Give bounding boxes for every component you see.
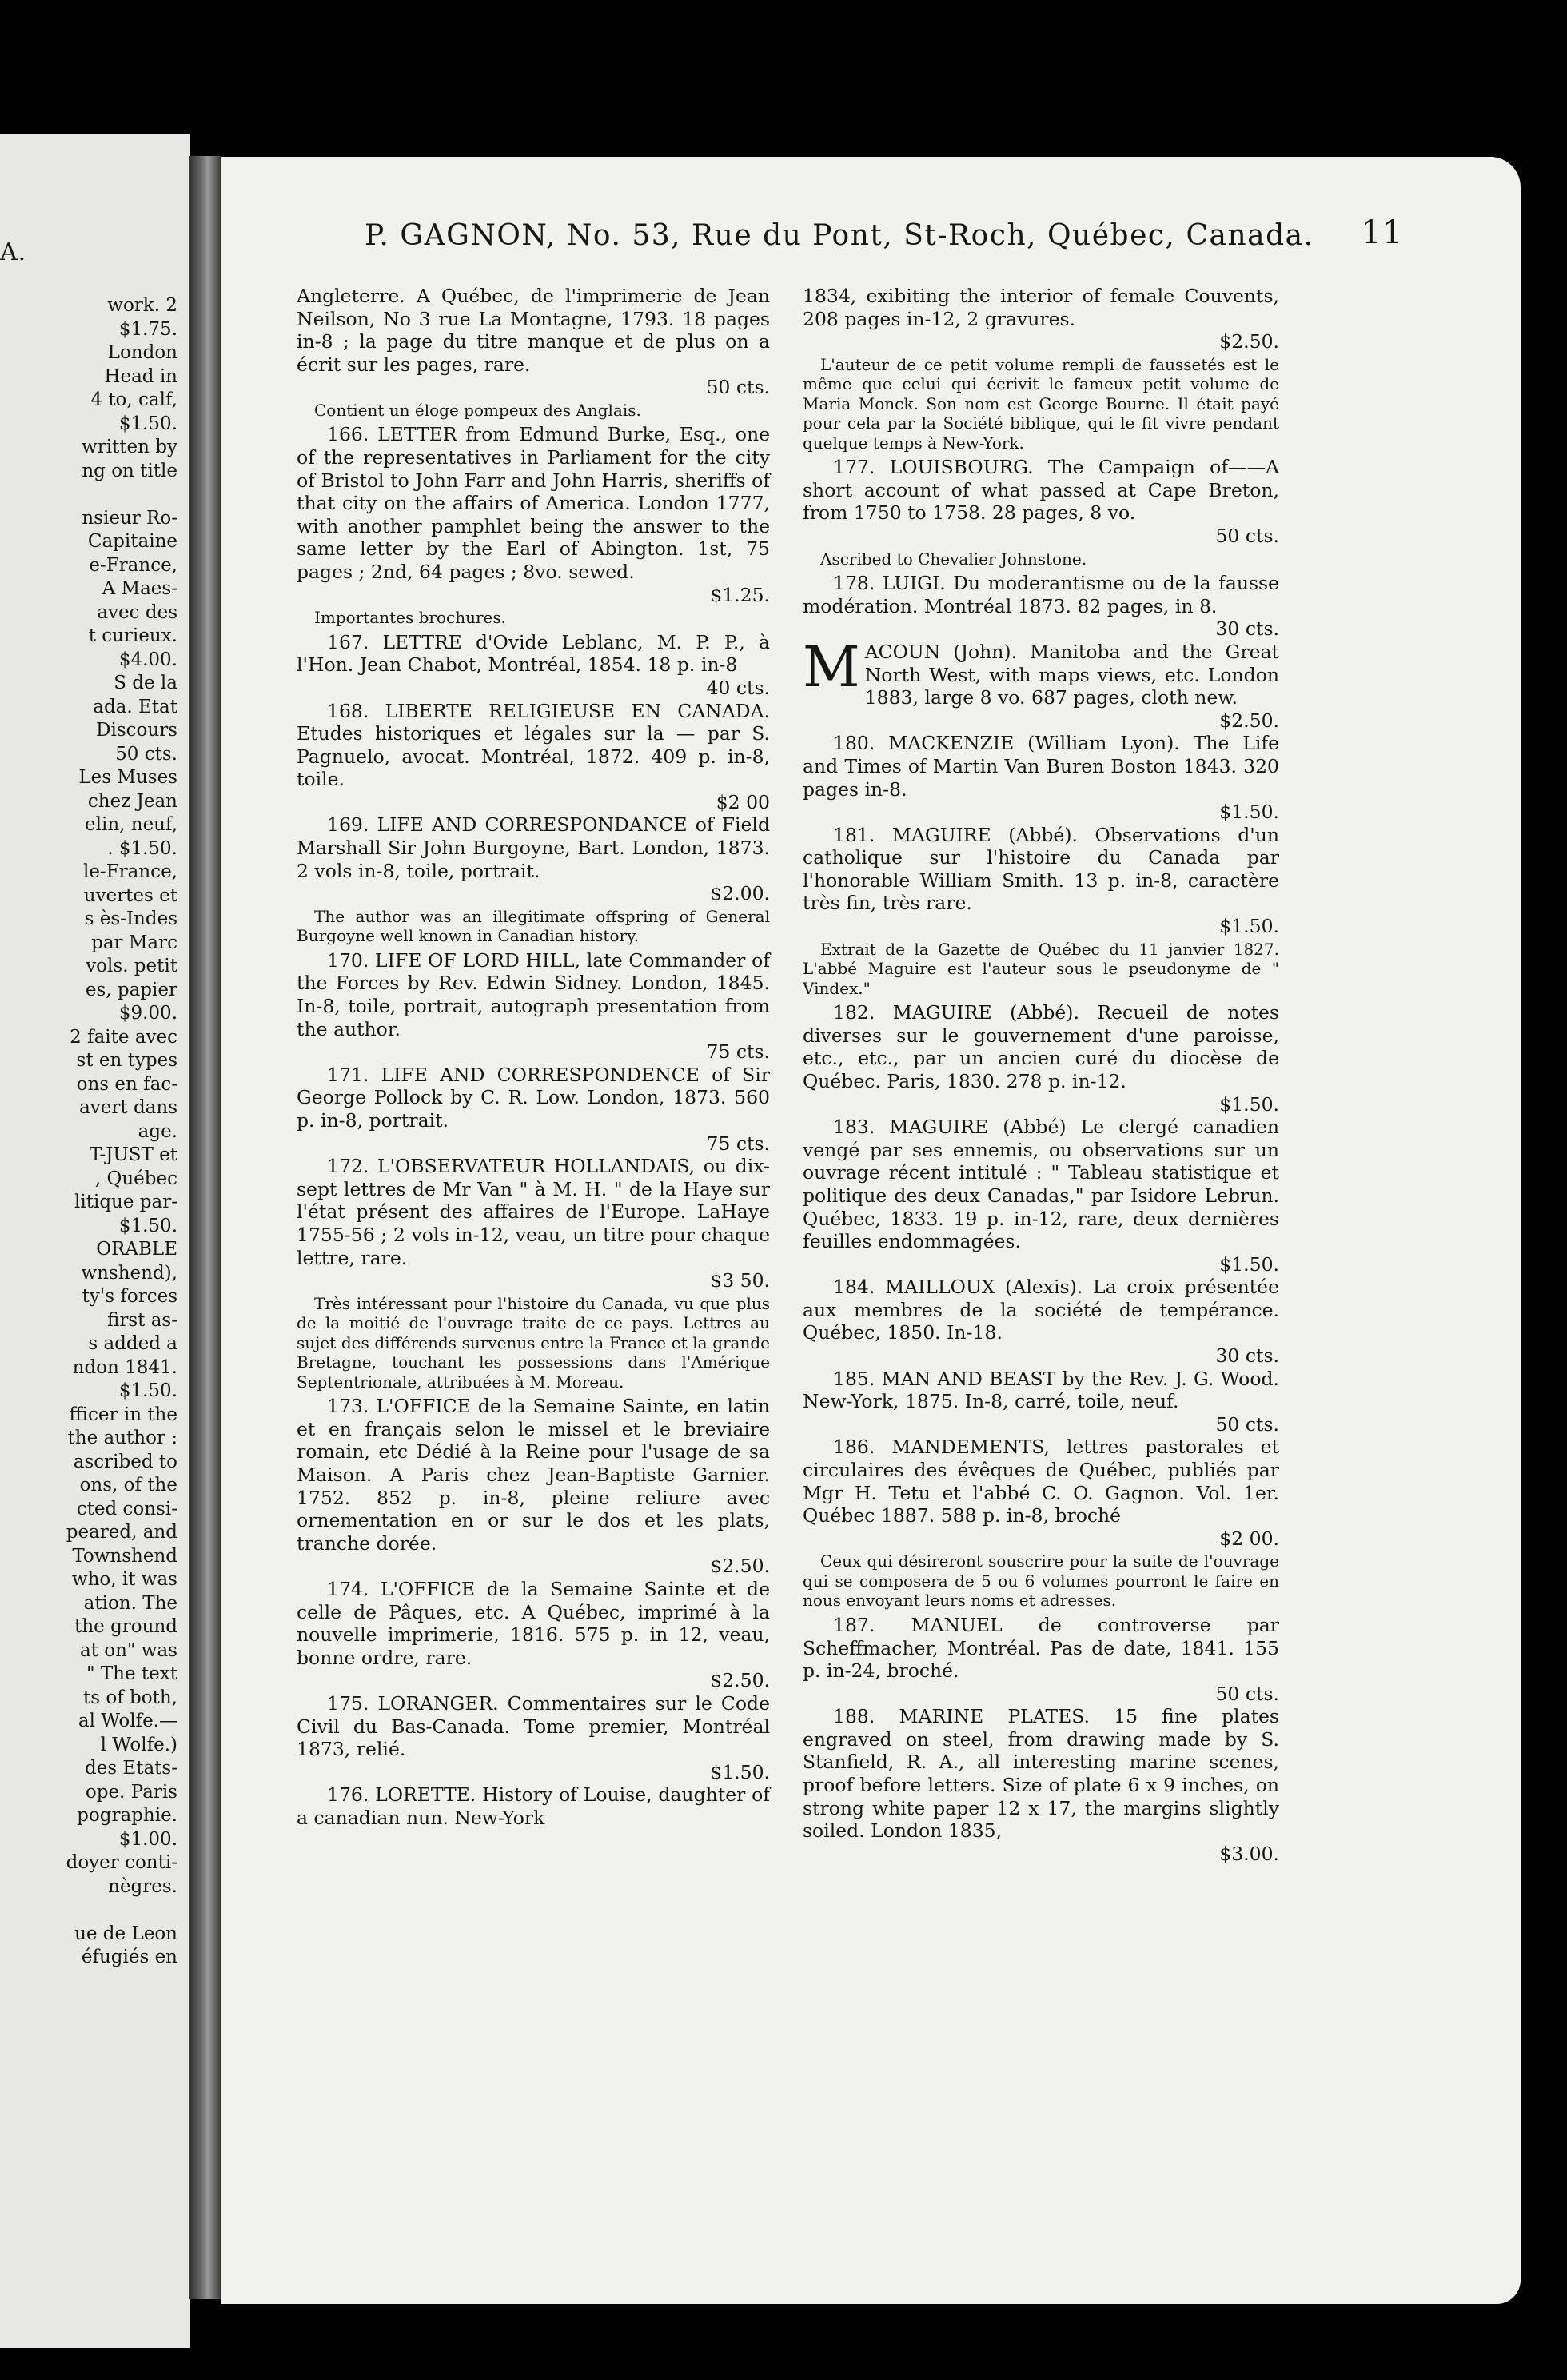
catalog-entry [803, 1001, 1279, 1116]
catalog-entry [297, 1395, 770, 1578]
left-page-line: uvertes et [83, 885, 177, 906]
left-page-line: nsieur Ro- [82, 507, 177, 529]
note-text: Très intéressant pour l'histoire du Canada, vu que plus de la moitié de l'ouvrage traite de ce pays. Lettres au sujet des différends survenus entre la France et la grande Bretagne, touchant les possessions dans l'Amérique Septentrionale, attribuées à M. Moreau. [297, 1293, 770, 1392]
left-page-line: vols. petit [86, 956, 177, 976]
note-text: Ascribed to Chevalier Johnstone. [820, 549, 1087, 569]
left-page-line: $1.00. [118, 1828, 177, 1850]
entry-price: 50 cts. [706, 376, 770, 399]
entry-text: 188. MARINE PLATES. 15 fine plates engraved on steel, from drawing made by S. Stanfield, R. A., all interesting marine scenes, proof before letters. Size of plate 6 x 9 inches, on strong white paper 12 x 17, the margins slightly soiled. London 1835, [803, 1705, 1279, 1843]
note-text: Ceux qui désireront souscrire pour la suite de l'ouvrage qui se composera de 5 ou 6 volumes pourront le faire en nous envoyant leurs noms et adresses. [803, 1551, 1279, 1611]
entry-price: $2.50. [1219, 709, 1279, 732]
catalog-entry [297, 423, 770, 606]
left-page-line: elin, neuf, [85, 814, 177, 835]
left-page-line: $1.50. [118, 1215, 177, 1236]
left-page-line: Head in [104, 365, 177, 387]
entry-text: 187. MANUEL de controverse par Scheffmacher, Montréal. Pas de date, 1841. 155 p. in-24, broché. [803, 1613, 1279, 1683]
entry-text: 185. MAN AND BEAST by the Rev. J. G. Wood. New-York, 1875. In-8, carré, toile, neuf. [803, 1367, 1279, 1413]
left-page-line: London [107, 342, 177, 363]
left-page-line: es, papier [85, 979, 177, 1000]
entry-text: 177. LOUISBOURG. The Campaign of——A short account of what passed at Cape Breton, from 1750 to 1758. 28 pages, 8 vo. [803, 456, 1279, 525]
left-page-line: éfugiés en [81, 1947, 177, 1967]
left-page-line: ng on title [82, 460, 177, 481]
left-page-line: cted consi- [76, 1498, 177, 1519]
catalog-entry [297, 1692, 770, 1783]
left-page-line: $1.50. [118, 1380, 177, 1401]
note-text: Contient un éloge pompeux des Anglais. [314, 400, 641, 420]
catalog-note [803, 1551, 1279, 1611]
left-page-line: nègres. [108, 1875, 177, 1897]
entry-price: $1.25. [710, 583, 770, 606]
catalog-entry [297, 1578, 770, 1692]
entry-price: $2.00. [710, 882, 770, 905]
left-page-line: peared, and [66, 1522, 177, 1543]
left-page-line: des Etats- [84, 1758, 177, 1779]
page-number: 11 [1361, 214, 1404, 251]
entry-price: $1.50. [1219, 1252, 1279, 1276]
left-page-line: ascribed to [73, 1451, 177, 1472]
left-page-line: age. [138, 1120, 177, 1142]
left-page-line: par Marc [91, 932, 177, 953]
entry-price: 30 cts. [1215, 1344, 1279, 1368]
entry-text: 170. LIFE OF LORD HILL, late Commander of the Forces by Rev. Edwin Sidney. London, 1845. In-8, toile, portrait, autograph presentation from the author. [297, 948, 770, 1040]
left-page-line: S de la [114, 673, 177, 693]
book-gutter [189, 156, 221, 2299]
entry-price: 30 cts. [1215, 617, 1279, 641]
left-page-line: 2 faite avec [70, 1026, 177, 1048]
entry-text: 182. MAGUIRE (Abbé). Recueil de notes diverses sur le gouvernement d'une paroisse, etc., etc., par un ancien curé du diocèse de Québec. Paris, 1830. 278 p. in-12. [803, 1001, 1279, 1092]
catalog-entry [803, 732, 1279, 823]
entry-text: Angleterre. A Québec, de l'imprimerie de Jean Neilson, No 3 rue La Montagne, 1793. 18 pages in-8 ; la page du titre manque et de plus on a écrit sur les pages, rare. [297, 285, 770, 376]
catalog-entry [803, 1614, 1279, 1705]
left-page-line: at on" was [79, 1639, 177, 1661]
left-page-line: ada. Etat [93, 696, 177, 717]
drop-cap-initial: M [803, 633, 860, 700]
left-page-line: ts of both, [83, 1687, 177, 1708]
catalog-entry [803, 1705, 1279, 1865]
left-page-line: " The text [86, 1663, 177, 1684]
left-page-line: A Maes- [102, 578, 177, 599]
left-page-line: 50 cts. [115, 743, 177, 765]
left-page-text [0, 294, 177, 1970]
left-page-line: the ground [74, 1616, 177, 1637]
entry-price: $1.50. [710, 1760, 770, 1783]
catalog-entry [297, 1783, 770, 1829]
left-page-line: Townshend [72, 1545, 177, 1567]
entry-text: 186. MANDEMENTS, lettres pastorales et circulaires des évêques de Québec, publiés par Mgr H. Tetu et l'abbé C. O. Gagnon. Vol. 1er. Québec 1887. 588 p. in-8, broché [803, 1436, 1279, 1527]
entry-price: $1.50. [1219, 1092, 1279, 1116]
left-page-line: ons, of the [79, 1475, 177, 1495]
entry-text: 181. MAGUIRE (Abbé). Observations d'un catholique sur l'histoire du Canada par l'honorable William Smith. 13 p. in-8, caractère très fin, très rare. [803, 823, 1279, 915]
left-page-line: work. 2 [107, 295, 177, 316]
catalog-note [297, 401, 770, 421]
catalog-note [803, 940, 1279, 999]
note-text: L'auteur de ce petit volume rempli de faussetés est le même que celui qui écrivit le fameux petit volume de Maria Monck. Son nom est George Bourne. Il était payé pour cela par la Société biblique, qui le fit vivre pendant quelque temps à New-York. [803, 354, 1279, 453]
entry-text: 171. LIFE AND CORRESPONDENCE of Sir George Pollock by C. R. Low. London, 1873. 560 p. in-8, portrait. [297, 1063, 770, 1132]
catalog-entry [297, 949, 770, 1064]
left-page-line: e-France, [89, 554, 177, 576]
catalog-entry-continued [803, 285, 1279, 353]
catalog-column-right [803, 285, 1279, 1865]
left-page-line: ndon 1841. [72, 1356, 177, 1378]
left-page-line: ons en fac- [76, 1073, 177, 1095]
catalog-entry [803, 1368, 1279, 1436]
catalog-entry [297, 813, 770, 904]
entry-price: 75 cts. [706, 1132, 770, 1155]
catalog-note [297, 1294, 770, 1392]
entry-price: $1.50. [1219, 915, 1279, 938]
catalog-entry-continued [297, 285, 770, 399]
catalog-note [297, 907, 770, 946]
note-text: Importantes brochures. [314, 608, 506, 628]
entry-price: 75 cts. [706, 1040, 770, 1064]
entry-price: $1.50. [1219, 801, 1279, 824]
running-head-text: P. GAGNON, No. 53, Rue du Pont, St-Roch, Québec, Canada. [365, 219, 1314, 252]
left-page-line: ORABLE [96, 1239, 177, 1260]
right-page [221, 157, 1521, 2304]
left-page-line: s ès-Indes [84, 908, 177, 929]
entry-text: 169. LIFE AND CORRESPONDANCE of Field Marshall Sir John Burgoyne, Bart. London, 1873. 2 vols in-8, toile, portrait. [297, 813, 770, 882]
catalog-note [803, 549, 1279, 569]
left-page-line: avert dans [79, 1097, 177, 1118]
entry-text: 173. L'OFFICE de la Semaine Sainte, en latin et en français selon le missel et le breviaire romain, etc Dédié à la Reine pour l'usage de sa Maison. A Paris chez Jean-Baptiste Garnier. 1752. 852 p. in-8, pleine reliure avec ornementation en or sur le dos et les plats, tranche dorée. [297, 1395, 770, 1555]
left-page-line: who, it was [71, 1569, 177, 1590]
left-page-line: ation. The [83, 1592, 177, 1614]
catalog-entry [803, 1436, 1279, 1550]
entry-text: 178. LUIGI. Du moderantisme ou de la fausse modération. Montréal 1873. 82 pages, in 8. [803, 572, 1279, 617]
left-page-line [0, 1899, 177, 1923]
entry-price: $3 50. [710, 1269, 770, 1292]
left-page-line: $4.00. [118, 649, 177, 670]
left-page-line: avec des [97, 601, 177, 623]
catalog-entry [297, 1064, 770, 1155]
entry-price: 50 cts. [1215, 525, 1279, 548]
note-text: The author was an illegitimate offspring of General Burgoyne well known in Canadian history. [297, 906, 770, 946]
entry-price: $3.00. [1219, 1842, 1279, 1865]
left-page-line [0, 483, 177, 507]
entry-price: $2 00 [716, 790, 770, 813]
entry-text: 174. L'OFFICE de la Semaine Sainte et de celle de Pâques, etc. A Québec, imprimé à la nouvelle imprimerie, 1816. 575 p. in 12, veau, bonne ordre, rare. [297, 1578, 770, 1669]
entry-price: $2.50. [1219, 330, 1279, 353]
left-page-line: litique par- [74, 1192, 177, 1212]
entry-price: 50 cts. [1215, 1412, 1279, 1436]
catalog-entry [803, 572, 1279, 641]
left-page-fragment [0, 134, 190, 2348]
entry-text: 183. MAGUIRE (Abbé) Le clergé canadien vengé par ses ennemis, ou observations sur un ouvrage récent intitulé : " Tableau statistique et politique des deux Canadas," par Isidore Lebrun. Québec, 1833. 19 p. in-12, rare, deux dernières feuilles endommagées. [803, 1116, 1279, 1253]
left-page-line: , Québec [94, 1168, 177, 1189]
left-page-line: ty's forces [82, 1286, 177, 1307]
entry-text: 175. LORANGER. Commentaires sur le Code Civil du Bas-Canada. Tome premier, Montréal 1873, relié. [297, 1691, 770, 1761]
catalog-entry [297, 631, 770, 700]
entry-text: 167. LETTRE d'Ovide Leblanc, M. P. P., à l'Hon. Jean Chabot, Montréal, 1854. 18 p. in-8 [297, 630, 770, 677]
note-text: Extrait de la Gazette de Québec du 11 janvier 1827. L'abbé Maguire est l'auteur sous le pseudonyme de " Vindex." [803, 939, 1279, 998]
entry-text: 168. LIBERTE RELIGIEUSE EN CANADA. Etudes historiques et légales sur la — par S. Pagnuelo, avocat. Montréal, 1872. 409 p. in-8, toile. [297, 699, 770, 791]
left-page-line: first as- [107, 1309, 177, 1331]
left-page-line: doyer conti- [66, 1852, 177, 1873]
catalog-entry [297, 700, 770, 814]
left-page-line: pographie. [77, 1805, 177, 1826]
catalog-entry [803, 1276, 1279, 1367]
left-page-line: $1.50. [118, 413, 177, 434]
left-page-line: written by [82, 437, 177, 457]
left-page-line: l Wolfe.) [100, 1734, 177, 1755]
left-page-line: le-France, [82, 861, 177, 882]
entry-price: $2.50. [710, 1555, 770, 1578]
left-page-line: $1.75. [118, 318, 177, 340]
catalog-entry [803, 456, 1279, 547]
left-page-line: t curieux. [88, 625, 177, 646]
left-page-line: ope. Paris [85, 1781, 177, 1803]
left-page-line: . $1.50. [107, 837, 177, 859]
running-head [365, 214, 1404, 252]
catalog-entry [297, 1155, 770, 1292]
entry-text: 184. MAILLOUX (Alexis). La croix présentée aux membres de la société de tempérance. Québec, 1850. In-18. [803, 1276, 1279, 1344]
entry-price: $2 00. [1219, 1527, 1279, 1550]
entry-price: 40 cts. [706, 676, 770, 699]
left-page-line: s added a [88, 1333, 177, 1354]
left-page-line: Discours [96, 720, 177, 741]
catalog-note [803, 355, 1279, 453]
catalog-column-left [297, 285, 770, 1830]
left-page-line: the author : [67, 1428, 177, 1448]
entry-price: 50 cts. [1215, 1682, 1279, 1705]
left-page-line: T-JUST et [89, 1144, 177, 1165]
left-page-line: Les Muses [78, 767, 177, 788]
left-page-line: al Wolfe.— [78, 1711, 177, 1731]
left-page-line: fficer in the [69, 1404, 177, 1425]
left-page-line: wnshend), [81, 1262, 177, 1284]
entry-text: 1834, exibiting the interior of female Couvents, 208 pages in-12, 2 gravures. [803, 285, 1279, 330]
left-page-line: chez Jean [87, 790, 177, 812]
left-page-line: ue de Leon [74, 1923, 177, 1944]
left-page-header: A. [0, 238, 27, 266]
entry-price: $2.50. [710, 1669, 770, 1692]
entry-text: 180. MACKENZIE (William Lyon). The Life and Times of Martin Van Buren Boston 1843. 320 pages in-8. [803, 732, 1279, 801]
catalog-entry [803, 824, 1279, 938]
left-page-line: Capitaine [87, 531, 177, 552]
left-page-line: 4 to, calf, [90, 389, 177, 410]
entry-text: 176. LORETTE. History of Louise, daughter of a canadian nun. New-York [297, 1783, 770, 1829]
left-page-line: $9.00. [118, 1003, 177, 1024]
entry-text: 166. LETTER from Edmund Burke, Esq., one of the representatives in Parliament for the city of Bristol to John Farr and John Harris, sheriffs of that city on the affairs of America. London 1777, with another pamphlet being the answer to the same letter by the Earl of Abington. 1st, 75 pages ; 2nd, 64 pages ; 8vo. sewed. [297, 423, 770, 584]
entry-text: ACOUN (John). Manitoba and the Great North West, with maps views, etc. London 1883, large 8 vo. 687 pages, cloth new. [864, 640, 1279, 709]
entry-text: 172. L'OBSERVATEUR HOLLANDAIS, ou dix-sept lettres de Mr Van " à M. H. " de la Haye sur l'état présent des affaires de l'Europe. LaHaye 1755-56 ; 2 vols in-12, veau, un titre pour chaque lettre, rare. [297, 1155, 770, 1269]
catalog-entry [803, 1116, 1279, 1276]
catalog-entry [803, 633, 1279, 732]
left-page-line: st en types [76, 1050, 177, 1071]
catalog-note [297, 608, 770, 628]
